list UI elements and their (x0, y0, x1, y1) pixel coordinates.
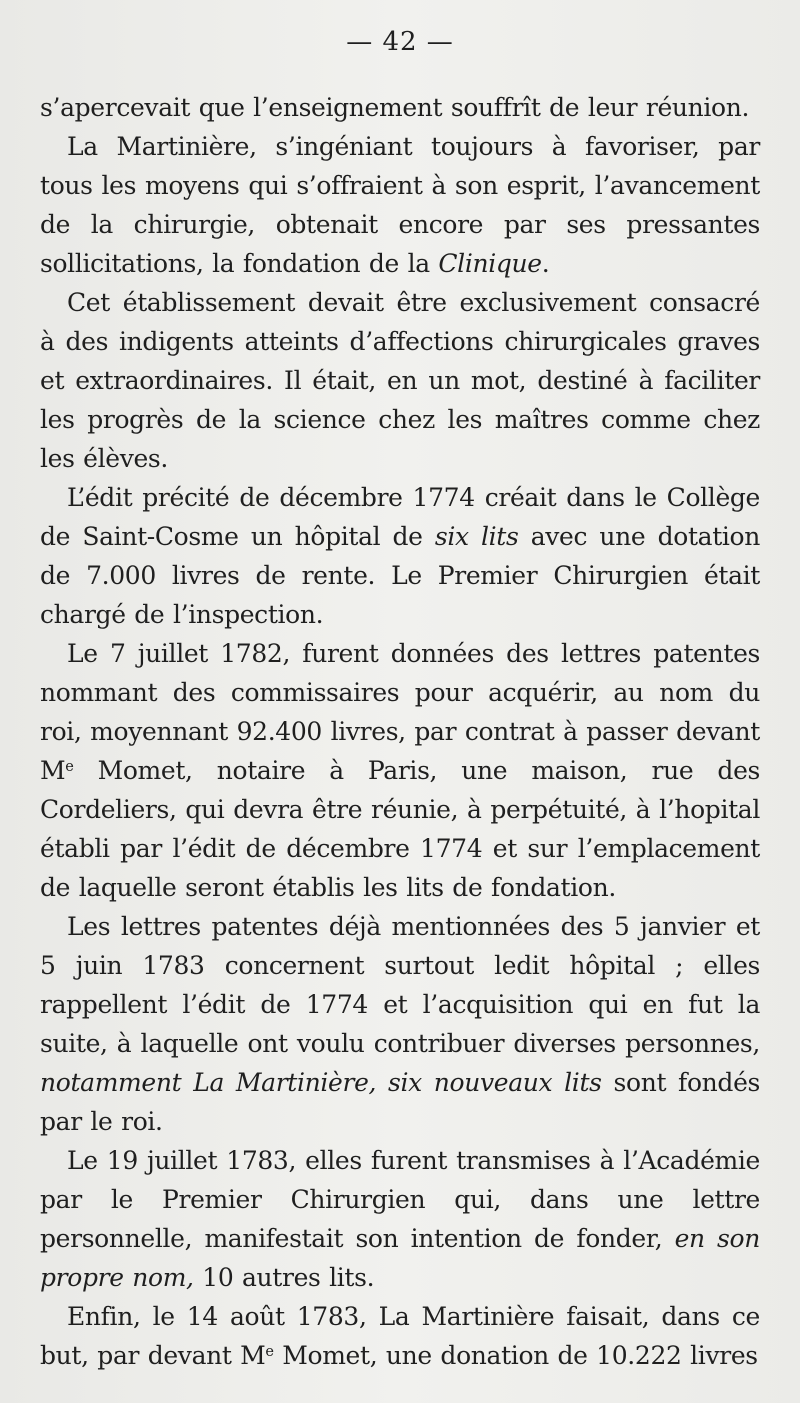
italic-text: notamment La Martinière, six nouveaux lits (40, 1068, 602, 1097)
text-run: L’édit précité de décembre 1774 créait dans le Collège de Saint-Cosme un hôpital de (40, 483, 760, 551)
text-run: Le 7 juillet 1782, furent données des lettres patentes nommant des commissaires pour acquérir, au nom du roi, moyennant 92.400 livres, par contrat à passer devant M (40, 639, 760, 785)
text-run: Momet, une donation de 10.222 livres (273, 1341, 758, 1370)
text-run: Momet, notaire à Paris, une maison, rue des Cordeliers, qui devra être réunie, à perpétuité, à l’hopital établi par l’édit de décembre 1774 et sur l’emplacement de laquelle seront établis les lits de fondation. (40, 756, 760, 902)
paragraph (40, 88, 760, 127)
page-number: — 42 — (346, 27, 454, 57)
body-text (40, 88, 760, 1375)
italic-text: en son propre nom, (40, 1224, 760, 1292)
paragraph (40, 127, 760, 283)
paragraph (40, 478, 760, 634)
paragraph (40, 634, 760, 907)
paragraph (40, 907, 760, 1141)
text-run: s’apercevait que l’enseignement souffrît de leur réunion. (40, 93, 750, 122)
text-run: Enfin, le 14 août 1783, La Martinière faisait, dans ce but, par devant M (40, 1302, 760, 1370)
text-run: Cet établissement devait être exclusivement consacré à des indigents atteints d’affections chirurgicales graves et extraordinaires. Il était, en un mot, destiné à faciliter les progrès de la science chez les maîtres comme chez les élèves. (40, 288, 760, 473)
text-run: 10 autres lits. (193, 1263, 375, 1292)
text-run: avec une dotation de 7.000 livres de rente. Le Premier Chirurgien était chargé de l’inspection. (40, 522, 760, 629)
text-run: . (541, 249, 550, 278)
text-run: sont fondés par le roi. (40, 1068, 760, 1136)
text-run: La Martinière, s’ingéniant toujours à favoriser, par tous les moyens qui s’offraient à son esprit, l’avancement de la chirurgie, obtenait encore par ses pressantes sollicitations, la fondation de la (40, 132, 760, 278)
superscript-text: e (65, 759, 74, 776)
paragraph (40, 1297, 760, 1375)
italic-text: six lits (434, 522, 519, 551)
italic-text: Clinique (438, 249, 542, 278)
text-run: Le 19 juillet 1783, elles furent transmises à l’Académie par le Premier Chirurgien qui, dans une lettre personnelle, manifestait son intention de fonder, (40, 1146, 760, 1253)
paragraph (40, 1141, 760, 1297)
superscript-text: e (265, 1344, 274, 1361)
text-run: Les lettres patentes déjà mentionnées des 5 janvier et 5 juin 1783 concernent surtout ledit hôpital ; elles rappellent l’édit de 1774 et l’acquisition qui en fut la suite, à laquelle ont voulu contribuer diverses personnes, (40, 912, 760, 1058)
paragraph (40, 283, 760, 478)
